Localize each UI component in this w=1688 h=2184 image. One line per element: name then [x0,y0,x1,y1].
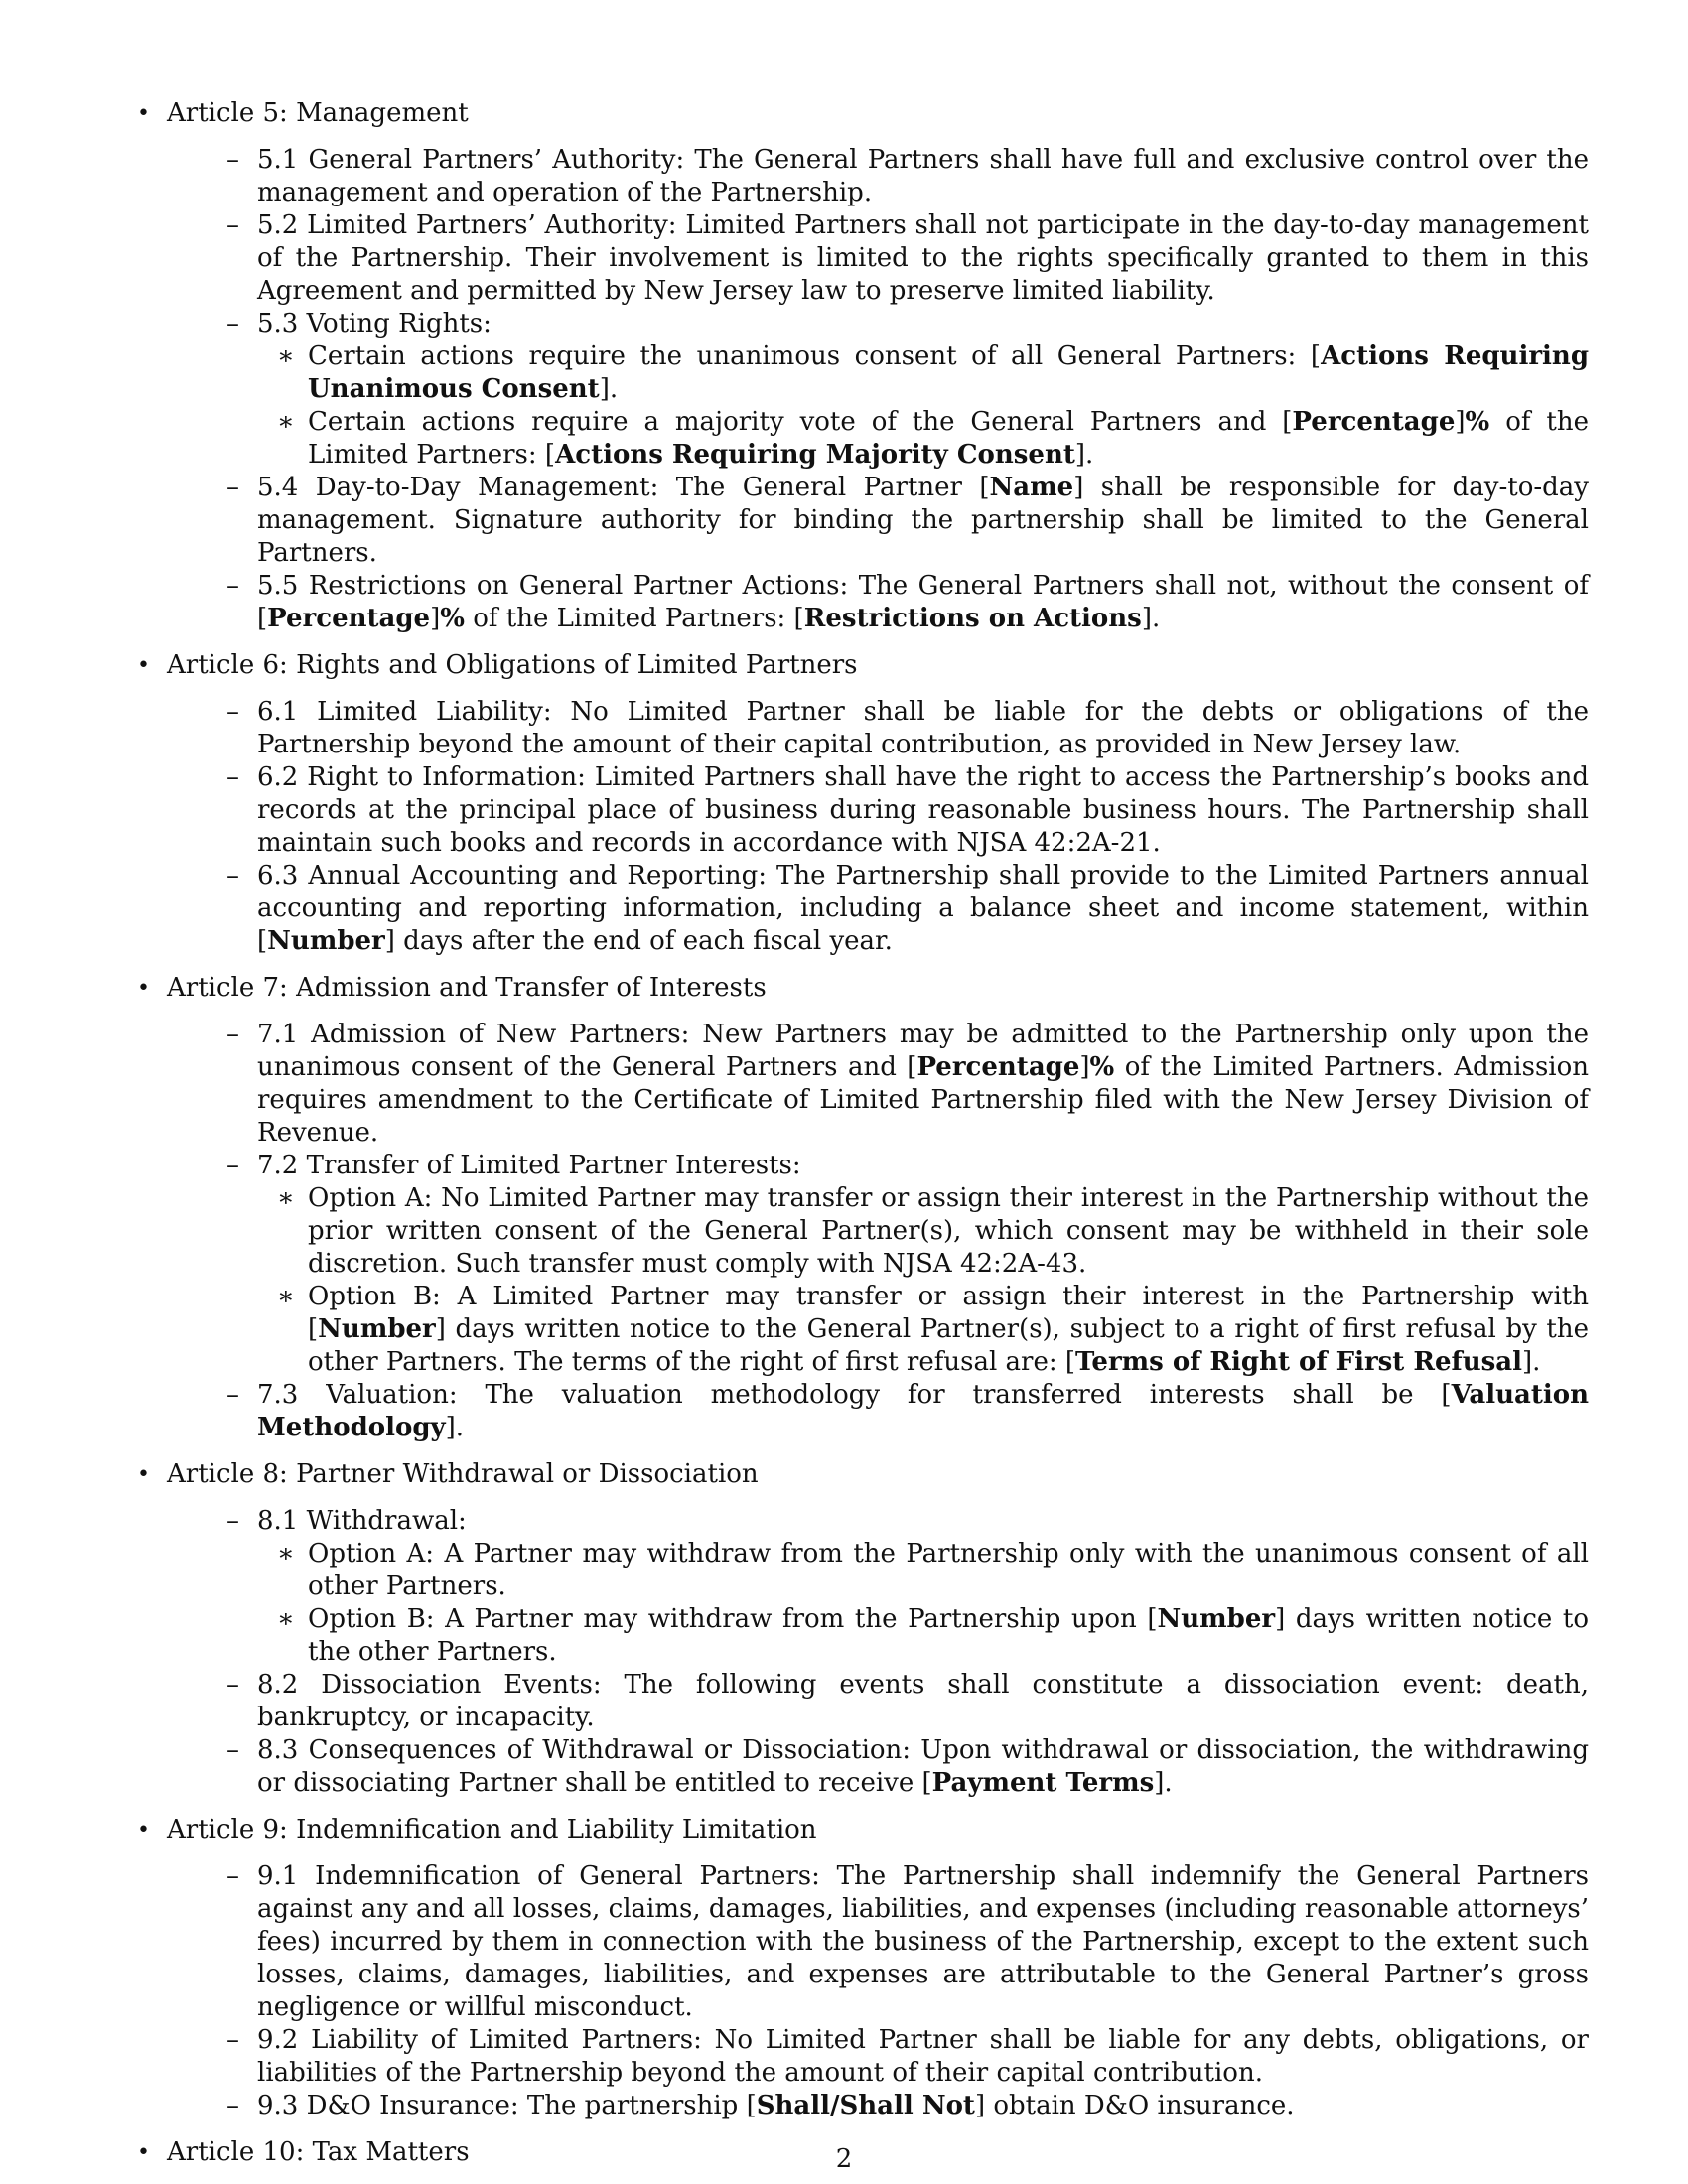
section-text [257,309,492,339]
text-run: 8.2 Dissociation Events: The following events shall constitute a dissociation event: death, bankruptcy, or incapacity. [257,1670,1589,1732]
section-item [226,1019,1589,1150]
placeholder-field: Actions Requiring Majority Consent [555,440,1075,470]
section-text [257,1506,467,1536]
article-article-7 [129,972,1589,1444]
section-text [257,145,1589,207]
article-list [129,97,1589,2169]
text-run: of the Limited Partners: [ [308,407,1589,470]
page-number: 2 [835,2144,853,2174]
article-article-9 [129,1814,1589,2122]
section-text [257,1670,1589,1732]
article-title: Article 5: Management [167,98,469,128]
text-run: 8.1 Withdrawal: [257,1506,467,1536]
subsection-item [277,1182,1589,1281]
placeholder-field: Payment Terms [931,1768,1155,1798]
section-list [167,1505,1589,1800]
text-run: of the Limited Partners. Admission requires amendment to the Certificate of Limited Partnership filed with the New Jersey Division of Revenue. [257,1052,1590,1148]
section-text [257,1151,801,1180]
asterisk-icon: ∗ [277,1604,295,1634]
text-run: 6.1 Limited Liability: No Limited Partner shall be liable for the debts or obligations of the Partnership beyond the amount of their capital contribution, as provided in New Jersey law. [257,697,1589,759]
subsection-list [257,1182,1589,1379]
placeholder-field: Number [267,926,385,956]
section-item [226,308,1589,472]
article-title: Article 8: Partner Withdrawal or Dissociation [167,1459,759,1489]
article-title: Article 9: Indemnification and Liability Limitation [167,1815,817,1844]
placeholder-field: % [440,604,465,633]
section-text [257,210,1589,306]
placeholder-field: Percentage [267,604,431,633]
section-item [226,1669,1589,1734]
subsection-item [277,406,1589,472]
text-run: ]. [1521,1347,1541,1377]
placeholder-field: Name [989,473,1074,502]
text-run: Option A: A Partner may withdraw from the Partnership only with the unanimous consent of all other Partners. [308,1539,1589,1601]
dash-icon: – [226,2091,239,2120]
section-item [226,1379,1589,1444]
text-run: ] [1455,407,1466,437]
bullet-icon: • [137,1818,150,1843]
text-run: 7.3 Valuation: The valuation methodology for transferred interests shall be [ [257,1380,1452,1410]
section-text [257,2025,1589,2088]
text-run: 7.2 Transfer of Limited Partner Interests: [257,1151,801,1180]
dash-icon: – [226,571,239,601]
section-text [257,571,1589,633]
placeholder-field: % [1089,1052,1115,1082]
subsection-text [308,1539,1589,1601]
text-run: 9.1 Indemnification of General Partners: The Partnership shall indemnify the General Partners against any and all losses, claims, damages, liabilities, and expenses (including reasonable attorneys’ fees) incurred by them in connection with the business of the Partnership, except to the extent such losses, claims, damages, liabilities, and expenses are attributable to the General Partner’s gross negligence or willful misconduct. [257,1861,1589,2022]
text-run: of the Limited Partners: [ [464,604,804,633]
subsection-list [257,341,1589,472]
placeholder-field: Percentage [916,1052,1080,1082]
dash-icon: – [226,762,239,792]
text-run: ]. [445,1413,465,1442]
placeholder-field: Valuation Methodology [257,1380,1589,1442]
section-item [226,1150,1589,1379]
section-item [226,1860,1589,2024]
text-run: 7.1 Admission of New Partners: New Partners may be admitted to the Partnership only upon the unanimous consent of the General Partners and [ [257,1020,1589,1082]
subsection-item [277,1281,1589,1379]
dash-icon: – [226,473,239,502]
asterisk-icon: ∗ [277,407,295,437]
section-item [226,2090,1589,2122]
article-article-5 [129,97,1589,635]
section-text [257,473,1589,568]
placeholder-field: Terms of Right of First Refusal [1075,1347,1522,1377]
section-item [226,209,1589,308]
section-item [226,2024,1589,2090]
dash-icon: – [226,1020,239,1049]
section-item [226,472,1589,570]
subsection-text [308,341,1589,404]
text-run: 5.3 Voting Rights: [257,309,492,339]
article-article-6 [129,649,1589,958]
text-run: 8.3 Consequences of Withdrawal or Dissociation: Upon withdrawal or dissociation, the withdrawing or dissociating Partner shall be entitled to receive [ [257,1735,1589,1798]
section-list [167,1019,1589,1444]
text-run: ]. [1074,440,1094,470]
section-list [167,1860,1589,2122]
text-run: Option B: A Limited Partner may transfer or assign their interest in the Partnership with [ [308,1282,1589,1344]
section-item [226,761,1589,860]
bullet-icon: • [137,101,150,126]
text-run: 5.4 Day-to-Day Management: The General Partner [ [257,473,990,502]
asterisk-icon: ∗ [277,341,295,371]
section-text [257,1380,1589,1442]
section-text [257,2091,1295,2120]
section-text [257,697,1589,759]
asterisk-icon: ∗ [277,1282,295,1311]
bullet-icon: • [137,1462,150,1487]
section-text [257,762,1589,858]
dash-icon: – [226,1861,239,1891]
article-title: Article 6: Rights and Obligations of Limited Partners [167,650,858,680]
section-item [226,570,1589,635]
subsection-text [308,407,1589,470]
text-run: ] [1079,1052,1090,1082]
dash-icon: – [226,210,239,240]
dash-icon: – [226,1735,239,1765]
document-body [129,97,1589,2183]
section-item [226,696,1589,761]
section-item [226,144,1589,209]
text-run: ]. [599,374,619,404]
text-run: 5.5 Restrictions on General Partner Actions: The General Partners shall not, without the consent of [ [257,571,1589,633]
section-text [257,1020,1589,1148]
dash-icon: – [226,1151,239,1180]
text-run: ] days written notice to the General Partner(s), subject to a right of first refusal by the other Partners. The terms of the right of first refusal are: [ [308,1314,1589,1377]
dash-icon: – [226,861,239,890]
dash-icon: – [226,1380,239,1410]
section-item [226,1505,1589,1669]
text-run: ] shall be responsible for day-to-day management. Signature authority for binding the partnership shall be limited to the General Partners. [257,473,1589,568]
text-run: 6.2 Right to Information: Limited Partners shall have the right to access the Partnership’s books and records at the principal place of business during reasonable business hours. The Partnership shall maintain such books and records in accordance with NJSA 42:2A-21. [257,762,1589,858]
section-text [257,1735,1589,1798]
text-run: 5.1 General Partners’ Authority: The General Partners shall have full and exclusive control over the management and operation of the Partnership. [257,145,1589,207]
section-item [226,860,1589,958]
text-run: ] [430,604,441,633]
section-text [257,861,1589,956]
section-list [167,696,1589,958]
text-run: Certain actions require a majority vote of the General Partners and [ [308,407,1293,437]
placeholder-field: Shall/Shall Not [756,2091,975,2120]
subsection-text [308,1183,1589,1279]
bullet-icon: • [137,653,150,678]
section-item [226,1734,1589,1800]
article-title: Article 10: Tax Matters [167,2137,470,2167]
text-run: ]. [1141,604,1161,633]
text-run: 9.2 Liability of Limited Partners: No Limited Partner shall be liable for any debts, obligations, or liabilities of the Partnership beyond the amount of their capital contribution. [257,2025,1589,2088]
text-run: Option B: A Partner may withdraw from the Partnership upon [ [308,1604,1158,1634]
text-run: 5.2 Limited Partners’ Authority: Limited Partners shall not participate in the day-to-day management of the Partnership. Their involvement is limited to the rights specifically granted to them in this Agreement and permitted by New Jersey law to preserve limited liability. [257,210,1589,306]
subsection-text [308,1282,1589,1377]
asterisk-icon: ∗ [277,1183,295,1213]
placeholder-field: Percentage [1292,407,1456,437]
dash-icon: – [226,145,239,175]
text-run: ]. [1154,1768,1173,1798]
text-run: 9.3 D&O Insurance: The partnership [ [257,2091,757,2120]
article-article-8 [129,1458,1589,1800]
text-run: ] obtain D&O insurance. [974,2091,1295,2120]
subsection-list [257,1538,1589,1669]
text-run: Certain actions require the unanimous consent of all General Partners: [ [308,341,1322,371]
dash-icon: – [226,2025,239,2055]
dash-icon: – [226,309,239,339]
subsection-item [277,1538,1589,1603]
text-run: Option A: No Limited Partner may transfer or assign their interest in the Partnership without the prior written consent of the General Partner(s), which consent may be withheld in their sole discretion. Such transfer must comply with NJSA 42:2A-43. [308,1183,1589,1279]
subsection-item [277,1603,1589,1669]
subsection-item [277,341,1589,406]
placeholder-field: Restrictions on Actions [803,604,1142,633]
section-text [257,1861,1589,2022]
text-run: ] days after the end of each fiscal year. [384,926,893,956]
section-list [167,144,1589,635]
placeholder-field: % [1465,407,1490,437]
text-run: 6.3 Annual Accounting and Reporting: The Partnership shall provide to the Limited Partners annual accounting and reporting information, including a balance sheet and income statement, within [ [257,861,1589,956]
placeholder-field: Actions Requiring Unanimous Consent [308,341,1589,404]
dash-icon: – [226,1670,239,1700]
placeholder-field: Number [318,1314,436,1344]
bullet-icon: • [137,2140,150,2165]
bullet-icon: • [137,976,150,1001]
dash-icon: – [226,697,239,727]
dash-icon: – [226,1506,239,1536]
text-run: ] days written notice to the other Partners. [308,1604,1589,1667]
asterisk-icon: ∗ [277,1539,295,1569]
subsection-text [308,1604,1589,1667]
placeholder-field: Number [1157,1604,1276,1634]
article-title: Article 7: Admission and Transfer of Interests [167,973,767,1003]
